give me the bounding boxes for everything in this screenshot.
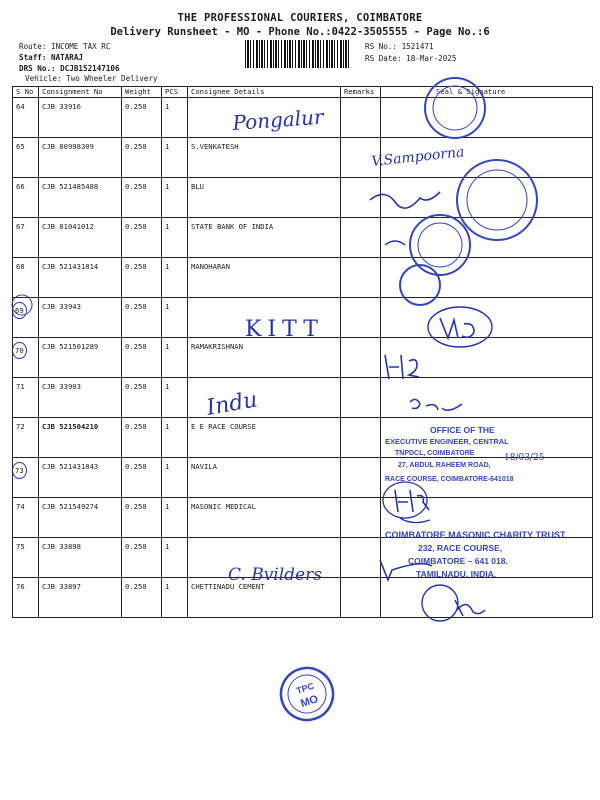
row-consignment: CJB 521549274	[39, 498, 122, 538]
row-consignee: RAMAKRISHNAN	[188, 338, 341, 378]
row-signature	[381, 218, 593, 258]
stamp-line: 27, ABDUL RAHEEM ROAD,	[398, 462, 491, 469]
handwritten-name: C. Bvilders	[228, 565, 322, 585]
consignment-table	[12, 86, 593, 618]
col-remarks: Remarks	[341, 87, 381, 98]
row-consignee: MASONIC MEDICAL	[188, 498, 341, 538]
circled-sno: 69	[13, 302, 27, 319]
company-title: THE PROFESSIONAL COURIERS, COIMBATORE	[177, 12, 423, 24]
col-sno: S No	[13, 87, 39, 98]
row-remarks	[341, 178, 381, 218]
row-pcs: 1	[162, 378, 188, 418]
runsheet-subtitle: Delivery Runsheet - MO - Phone No.:0422-3505555 - Page No.:6	[110, 26, 490, 38]
row-signature	[381, 258, 593, 298]
table-row	[13, 338, 593, 378]
row-remarks	[341, 338, 381, 378]
row-pcs: 1	[162, 458, 188, 498]
stamp-line: TPC	[295, 680, 316, 696]
row-weight: 0.250	[122, 338, 162, 378]
table-row	[13, 138, 593, 178]
handwritten-name: Indu	[204, 387, 260, 421]
row-pcs: 1	[162, 498, 188, 538]
table-row	[13, 378, 593, 418]
row-pcs: 1	[162, 338, 188, 378]
row-signature	[381, 138, 593, 178]
stamp-line: RACE COURSE, COIMBATORE-641018	[385, 476, 514, 483]
barcode-image	[245, 40, 350, 68]
row-pcs: 1	[162, 258, 188, 298]
row-remarks	[341, 458, 381, 498]
table-row	[13, 418, 593, 458]
row-consignee: E E RACE COURSE	[188, 418, 341, 458]
row-consignment: CJB 33897	[39, 578, 122, 618]
row-consignee: MANOHARAN	[188, 258, 341, 298]
table-row	[13, 538, 593, 578]
row-consignee	[188, 378, 341, 418]
table-header	[13, 87, 593, 98]
table-row	[13, 578, 593, 618]
row-sno: 76	[13, 578, 39, 618]
row-sno: 66	[13, 178, 39, 218]
row-weight: 0.250	[122, 178, 162, 218]
row-sno: 75	[13, 538, 39, 578]
row-weight: 0.250	[122, 258, 162, 298]
row-remarks	[341, 298, 381, 338]
row-sno: 67	[13, 218, 39, 258]
row-pcs: 1	[162, 298, 188, 338]
row-sno: 64	[13, 98, 39, 138]
col-consignment: Consignment No	[39, 87, 122, 98]
col-pcs: PCS	[162, 87, 188, 98]
stamp-line: COIMBATORE MASONIC CHARITY TRUST	[385, 530, 566, 540]
row-consignment: CJB 81041012	[39, 218, 122, 258]
row-remarks	[341, 378, 381, 418]
stamp-line: 232, RACE COURSE,	[418, 543, 503, 553]
row-remarks	[341, 258, 381, 298]
row-pcs: 1	[162, 578, 188, 618]
row-consignee: CHETTINADU CEMENT	[188, 578, 341, 618]
row-sno	[13, 458, 39, 498]
staff-label: Staff: NATARAJ	[19, 53, 84, 62]
row-remarks	[341, 578, 381, 618]
stamp-line: EXECUTIVE ENGINEER, CENTRAL	[385, 437, 509, 446]
row-remarks	[341, 538, 381, 578]
row-weight: 0.250	[122, 458, 162, 498]
row-sno: 72	[13, 418, 39, 458]
rs-number: RS No.: 1521471	[365, 42, 434, 51]
row-weight: 0.250	[122, 138, 162, 178]
row-consignment: CJB 521485488	[39, 178, 122, 218]
row-signature	[381, 538, 593, 578]
row-signature	[381, 458, 593, 498]
row-remarks	[341, 138, 381, 178]
table-row	[13, 498, 593, 538]
row-signature	[381, 378, 593, 418]
row-weight: 0.250	[122, 378, 162, 418]
row-sno	[13, 298, 39, 338]
row-pcs: 1	[162, 418, 188, 458]
table-row	[13, 178, 593, 218]
table-row	[13, 298, 593, 338]
handwritten-name: V.Sampoorna	[370, 144, 466, 170]
table-row	[13, 218, 593, 258]
handwritten-date: 18/03/25	[504, 453, 545, 463]
table-row	[13, 98, 593, 138]
stamp-line: COIMBATORE – 641 018.	[408, 556, 508, 566]
row-weight: 0.250	[122, 218, 162, 258]
col-seal-signature: Seal & Signature	[381, 87, 593, 98]
row-signature	[381, 498, 593, 538]
col-weight: Weight	[122, 87, 162, 98]
row-consignment: CJB 521501289	[39, 338, 122, 378]
row-remarks	[341, 418, 381, 458]
handwritten-name: KITT	[245, 317, 324, 342]
row-pcs: 1	[162, 538, 188, 578]
row-weight: 0.250	[122, 418, 162, 458]
row-signature	[381, 298, 593, 338]
row-consignment: CJB 80998309	[39, 138, 122, 178]
vehicle-label: Vehicle: Two Wheeler Delivery	[25, 74, 158, 83]
row-consignment: CJB 33903	[39, 378, 122, 418]
table-row	[13, 258, 593, 298]
col-consignee: Consignee Details	[188, 87, 341, 98]
row-pcs: 1	[162, 138, 188, 178]
row-remarks	[341, 498, 381, 538]
row-sno: 74	[13, 498, 39, 538]
stamp-line: OFFICE OF THE	[430, 425, 495, 435]
row-signature	[381, 418, 593, 458]
row-pcs: 1	[162, 218, 188, 258]
row-signature	[381, 338, 593, 378]
row-sno: 65	[13, 138, 39, 178]
route-label: Route: INCOME TAX RC	[19, 42, 111, 51]
row-consignment: CJB 521504210	[39, 418, 122, 458]
row-signature	[381, 98, 593, 138]
row-signature	[381, 178, 593, 218]
circled-sno: 73	[13, 462, 27, 479]
table-row	[13, 458, 593, 498]
stamp-line: MO	[299, 693, 320, 711]
tpc-mo-stamp	[274, 661, 340, 727]
row-consignee	[188, 538, 341, 578]
row-weight: 0.250	[122, 98, 162, 138]
row-sno: 71	[13, 378, 39, 418]
row-weight: 0.250	[122, 578, 162, 618]
row-pcs: 1	[162, 178, 188, 218]
row-consignment: CJB 33916	[39, 98, 122, 138]
row-consignment: CJB 33898	[39, 538, 122, 578]
row-weight: 0.250	[122, 498, 162, 538]
row-signature	[381, 578, 593, 618]
row-consignee: BLU	[188, 178, 341, 218]
rs-date: RS Date: 18-Mar-2025	[365, 54, 457, 63]
stamp-line: TNPDCL, COIMBATORE	[395, 450, 475, 457]
row-pcs: 1	[162, 98, 188, 138]
row-weight: 0.250	[122, 298, 162, 338]
row-consignee: NAVILA	[188, 458, 341, 498]
circled-sno: 70	[13, 342, 27, 359]
row-consignee	[188, 98, 341, 138]
stamp-line: TAMILNADU, INDIA.	[416, 569, 497, 579]
row-consignee: STATE BANK OF INDIA	[188, 218, 341, 258]
row-remarks	[341, 218, 381, 258]
row-weight: 0.250	[122, 538, 162, 578]
row-consignee: S.VENKATESH	[188, 138, 341, 178]
drs-number: DRS No.: DCJB152147106	[19, 64, 120, 73]
row-remarks	[341, 98, 381, 138]
handwritten-name: Pongalur	[231, 104, 325, 135]
row-consignment: CJB 33943	[39, 298, 122, 338]
row-consignment: CJB 521431814	[39, 258, 122, 298]
row-consignment: CJB 521431843	[39, 458, 122, 498]
row-sno: 68	[13, 258, 39, 298]
row-sno	[13, 338, 39, 378]
row-consignee	[188, 298, 341, 338]
